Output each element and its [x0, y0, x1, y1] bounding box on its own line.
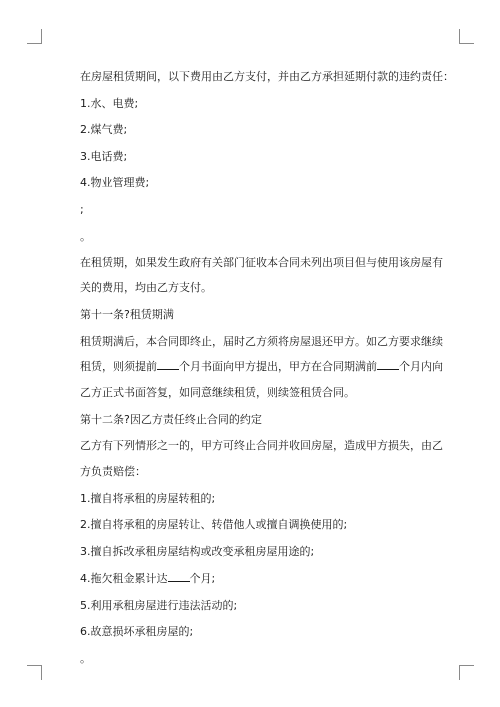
paragraph-government-fees: 在租赁期，如果发生政府有关部门征收本合同未列出项目但与使用该房屋有关的费用，均由乙方支付。 [80, 255, 443, 295]
blank-line [168, 571, 190, 582]
rent-arrears-text-1: 4.拖欠租金累计达 [80, 572, 168, 586]
list-item-sublease: 1.擅自将承租的房屋转租的; [80, 491, 216, 505]
lease-expiry-text-1: 租赁期满后，本合同即终止，届时乙方须将房屋退还甲方。如乙方要求继续租赁，则须提前 [80, 334, 443, 374]
list-item-property-fee: 4.物业管理费; [80, 176, 150, 190]
crop-mark-top-right [459, 29, 474, 44]
blank-line [157, 359, 179, 370]
lease-expiry-text-2: 个月书面向甲方提出，甲方在合同期满前 [179, 360, 377, 374]
blank-line [377, 359, 399, 370]
list-item-illegal-activity: 5.利用承租房屋进行违法活动的; [80, 598, 238, 612]
rent-arrears-text-2: 个月; [189, 572, 216, 586]
paragraph-termination-conditions: 乙方有下列情形之一的，甲方可终止合同并收回房屋，造成甲方损失，由乙方负责赔偿： [80, 439, 443, 478]
list-item-period: 。 [80, 229, 91, 243]
crop-mark-bottom-right [459, 665, 474, 680]
list-item-gas: 2.煤气费; [80, 123, 128, 137]
list-item-phone: 3.电话费; [80, 149, 128, 163]
list-item-damage: 6.故意损坏承租房屋的; [80, 625, 194, 639]
crop-mark-bottom-left [27, 665, 42, 680]
list-item-alteration: 3.擅自拆改承租房屋结构或改变承租房屋用途的; [80, 544, 315, 558]
paragraph-lease-expiry [58, 329, 444, 406]
list-item-final-period: 。 [80, 652, 91, 666]
crop-mark-top-left [27, 29, 42, 44]
section-heading-12: 第十二条?因乙方责任终止合同的约定 [80, 412, 262, 426]
document-body [58, 70, 454, 679]
lease-expiry-text-3: 个月内向乙方正式书面答复，如同意继续租赁，则续签租赁合同。 [80, 360, 443, 399]
section-heading-11: 第十一条?租赁期满 [80, 308, 174, 322]
paragraph-expenses-intro: 在房屋租赁期间，以下费用由乙方支付，并由乙方承担延期付款的违约责任： [80, 70, 454, 83]
list-item-empty-semicolon: ; [80, 202, 84, 216]
list-item-rent-arrears [58, 571, 444, 585]
list-item-utilities: 1.水、电费; [80, 96, 139, 110]
list-item-transfer: 2.擅自将承租的房屋转让、转借他人或擅自调换使用的; [80, 518, 348, 532]
